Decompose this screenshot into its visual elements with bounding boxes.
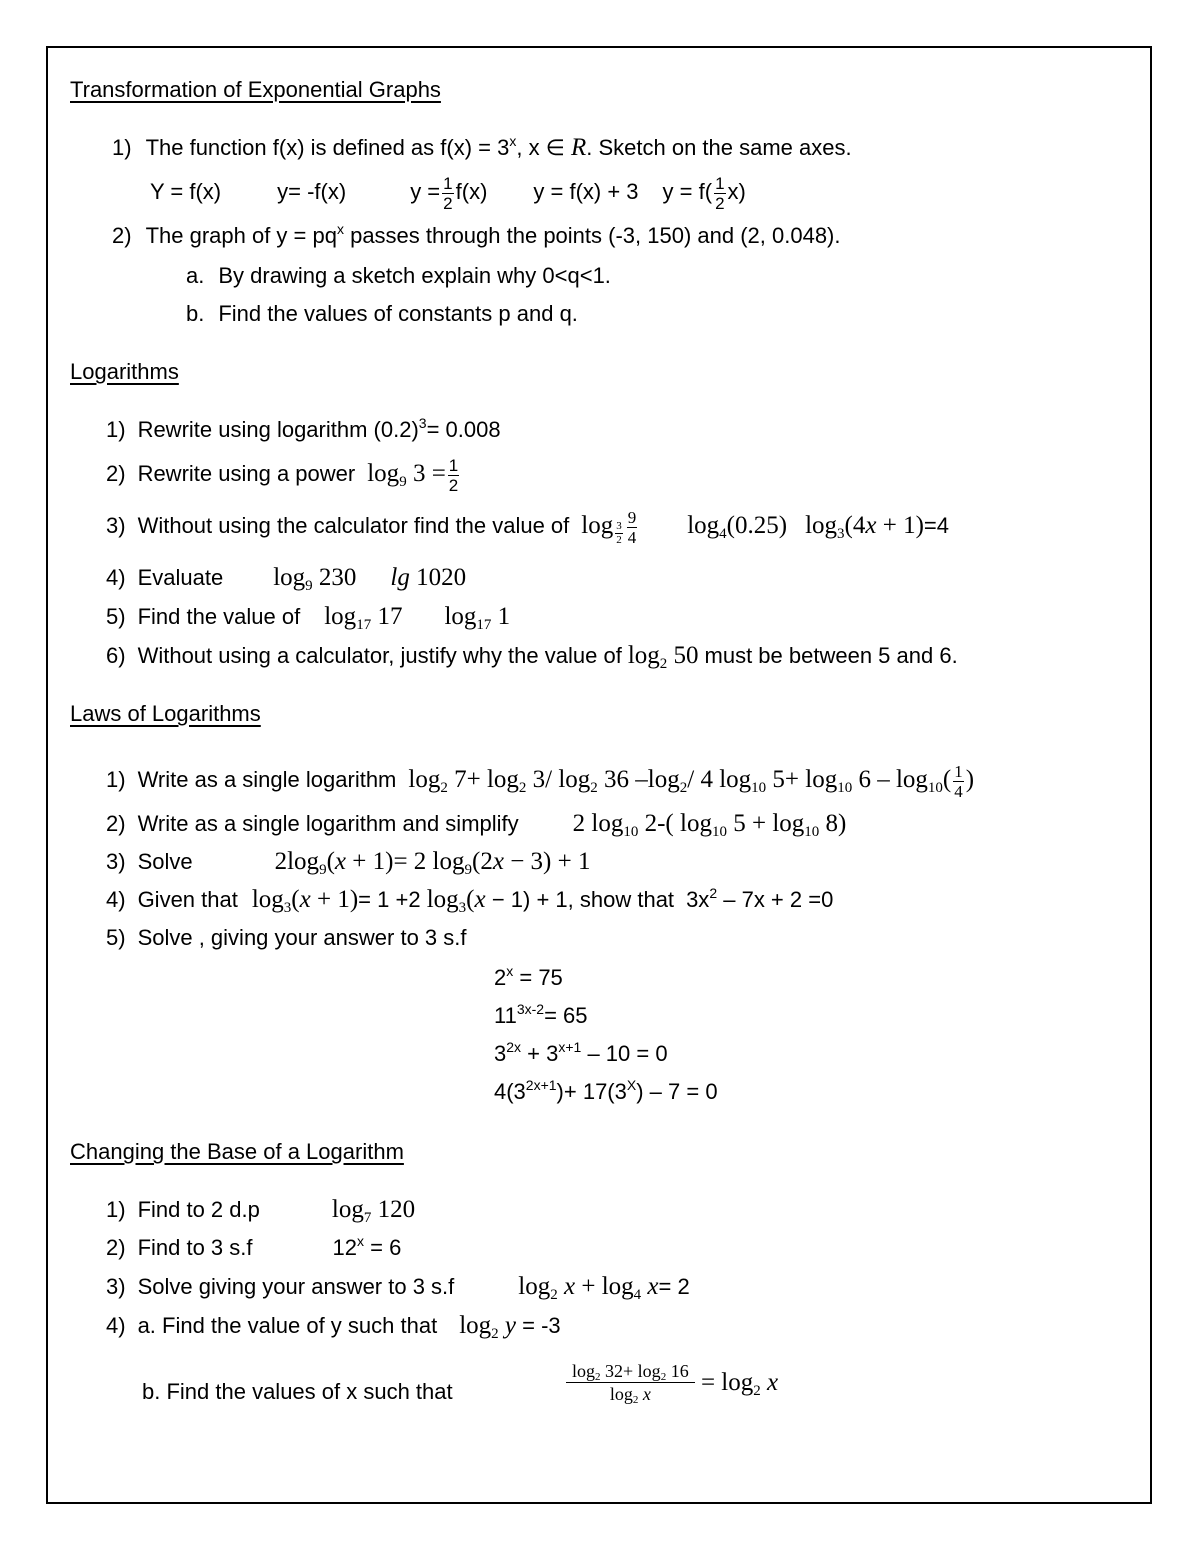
transform-1: Y = f(x) <box>150 179 222 204</box>
exponential-equation: $12^x = 6$ <box>332 1233 402 1260</box>
base-q1 <box>106 1196 415 1224</box>
question-text: Find to 3 s.f <box>137 1235 253 1260</box>
transform-2: y= -f(x) <box>277 179 347 204</box>
exp-q1-line1 <box>112 134 852 162</box>
exp-q1-transformations <box>150 174 746 212</box>
exp-q2-part-b <box>186 300 578 328</box>
equals-value: =4 <box>923 513 949 538</box>
question-text: Solve giving your answer to 3 s.f <box>137 1274 455 1299</box>
exp-q2-line <box>112 222 841 250</box>
laws-q2 <box>106 810 846 838</box>
item-number: 5) <box>106 604 126 629</box>
question-text: The graph of y = pq <box>145 223 337 248</box>
log-expression-set: $\log_2 7+ \log_2 3/$ $\log_2 36$ $-\log_2/$ 4 $\log_{10} 5+ \log_{10} 6 - \log_{10}$( $\frac{1}{4}$ ) <box>408 761 975 801</box>
exponent: x <box>509 133 517 149</box>
question-text: Solve <box>137 849 193 874</box>
log-expression: $\log_9 3$ = <box>367 460 446 490</box>
heading-exponential: Transformation of Exponential Graphs <box>70 77 441 102</box>
part-text: Find the values of constants p and q. <box>218 301 578 326</box>
item-number: 5) <box>106 925 126 950</box>
rhs: = $\log_2 x$ <box>700 1368 779 1399</box>
heading-logarithms: Logarithms <box>70 359 179 384</box>
item-number: 4) <box>106 887 126 912</box>
part-text: By drawing a sketch explain why 0<q<1. <box>218 263 611 288</box>
log-expression: $\log_9 230$ <box>273 564 357 594</box>
log-fraction: $\frac{\log_2 32+ \log_2 16}{\log_2 x}$ <box>566 1360 695 1405</box>
item-number: 1) <box>106 417 126 442</box>
item-number: 2) <box>106 461 126 486</box>
item-number: 2) <box>106 1235 126 1260</box>
base-q2 <box>106 1234 401 1262</box>
question-text: Without using the calculator find the value of <box>137 513 570 538</box>
log-equation: $\log_3(x + 1)$ <box>251 886 359 916</box>
part-label: b. <box>186 301 205 326</box>
item-number: 2) <box>112 223 132 248</box>
item-number: 2) <box>106 811 126 836</box>
heading-changing-base: Changing the Base of a Logarithm <box>70 1139 404 1164</box>
question-text: , x ∈ <box>516 135 571 160</box>
fraction-half: $\frac{1}{2}$ <box>715 173 725 213</box>
question-text: Rewrite using logarithm (0.2) <box>137 417 419 442</box>
equals-value: = 2 <box>658 1274 690 1299</box>
item-number: 1) <box>106 1197 126 1222</box>
item-number: 1) <box>106 767 126 792</box>
base-q3 <box>106 1273 690 1301</box>
item-number: 3) <box>106 513 126 538</box>
log-expression: $\log_{17} 17$ <box>324 603 403 633</box>
transform-5-lhs: y = f( <box>662 179 713 204</box>
question-text: must be between 5 and 6. <box>704 643 958 668</box>
log-equation: $\log_3(x$ <box>426 886 486 916</box>
log-expression-1: log $\frac{3}{2}$ $\frac{9}{4}$ <box>581 507 637 547</box>
log-equation: $\log_2 x + \log_4 x$ <box>518 1273 659 1303</box>
question-text: Evaluate <box>137 565 224 590</box>
question-text: a. Find the value of y such that <box>137 1313 438 1338</box>
base-q4b-equation <box>566 1360 778 1405</box>
question-text: Find to 2 d.p <box>137 1197 260 1222</box>
item-number: 3) <box>106 1274 126 1299</box>
question-text: . Sketch on the same axes. <box>586 135 852 160</box>
logs-q6 <box>106 642 958 670</box>
question-text: − 1) + 1, show that <box>491 887 675 912</box>
heading-laws-of-logarithms: Laws of Logarithms <box>70 701 261 726</box>
logs-q4 <box>106 564 466 592</box>
laws-q5-eq4: $4(3^{2x+1})+ 17(3^X) - 7 = 0$ <box>494 1077 718 1104</box>
exp-q2-part-a <box>186 262 611 290</box>
question-text: Write as a single logarithm <box>137 767 397 792</box>
transform-5-rhs: x) <box>727 179 746 204</box>
lg-expression: lg 1020 <box>390 564 467 591</box>
fraction-half: $\frac{1}{2}$ <box>448 455 459 495</box>
log-expression-2: $\log_4(0.25)$ <box>687 512 788 542</box>
exponent: 3 <box>418 415 427 431</box>
laws-q5-eq3: $3^{2x} + 3^{x+1} - 10 = 0$ <box>494 1039 668 1066</box>
part-label: a. <box>186 263 205 288</box>
question-text: Without using a calculator, justify why the value of <box>137 643 622 668</box>
transform-4: y = f(x) + 3 <box>533 179 639 204</box>
exponent: x <box>336 221 344 237</box>
log-expression: 2 $\log_{10} 2-$( $\log_{10} 5 + \log_{10} 8$) <box>572 810 847 840</box>
log-expression-3: $\log_3(4x + 1)$ <box>805 512 924 542</box>
logs-q1 <box>106 416 501 444</box>
question-text: Find the value of <box>137 604 301 629</box>
equals-value: = -3 <box>522 1313 561 1338</box>
question-text: Write as a single logarithm and simplify <box>137 811 519 836</box>
question-text: Solve , giving your answer to 3 s.f <box>137 925 467 950</box>
fraction-half: $\frac{1}{2}$ <box>443 173 453 213</box>
logs-q2 <box>106 456 461 494</box>
item-number: 4) <box>106 1313 126 1338</box>
question-text: Given that <box>137 887 238 912</box>
log-expression: $\log_{17} 1$ <box>444 603 511 633</box>
logs-q3 <box>106 506 949 546</box>
laws-q3 <box>106 848 590 876</box>
transform-3-rhs: f(x) <box>455 179 488 204</box>
logs-q5 <box>106 603 510 631</box>
log-expression: $\log_2 50$ <box>627 642 699 672</box>
question-text: Rewrite using a power <box>137 461 356 486</box>
item-number: 6) <box>106 643 126 668</box>
laws-q5-eq1: $2^x = 75$ <box>494 963 563 990</box>
item-number: 3) <box>106 849 126 874</box>
laws-q4 <box>106 886 833 914</box>
question-text: passes through the points (-3, 150) and (2, 0.048). <box>343 223 841 248</box>
log-expression: $\log_2 y$ <box>459 1312 516 1342</box>
question-text: = 0.008 <box>426 417 501 442</box>
log-expression: $\log_7 120$ <box>331 1196 416 1226</box>
base-q4a <box>106 1312 561 1340</box>
laws-q5-eq2: $11^{3x-2}= 65$ <box>494 1001 588 1028</box>
transform-3-lhs: y = <box>410 179 441 204</box>
quadratic: $3x^2 - 7x + 2 =0$ <box>686 885 834 912</box>
base-q4b-text: b. Find the values of x such that <box>142 1379 453 1404</box>
laws-q5 <box>106 924 467 952</box>
item-number: 1) <box>112 135 132 160</box>
log-equation: $2\log_9(x + 1)= 2$ $\log_9(2x - 3) + 1$ <box>274 848 591 878</box>
item-number: 4) <box>106 565 126 590</box>
question-text: The function f(x) is defined as f(x) = 3 <box>145 135 510 160</box>
laws-q1 <box>106 760 974 800</box>
question-text: = 1 +2 <box>358 887 421 912</box>
real-set-symbol: R <box>570 134 587 161</box>
